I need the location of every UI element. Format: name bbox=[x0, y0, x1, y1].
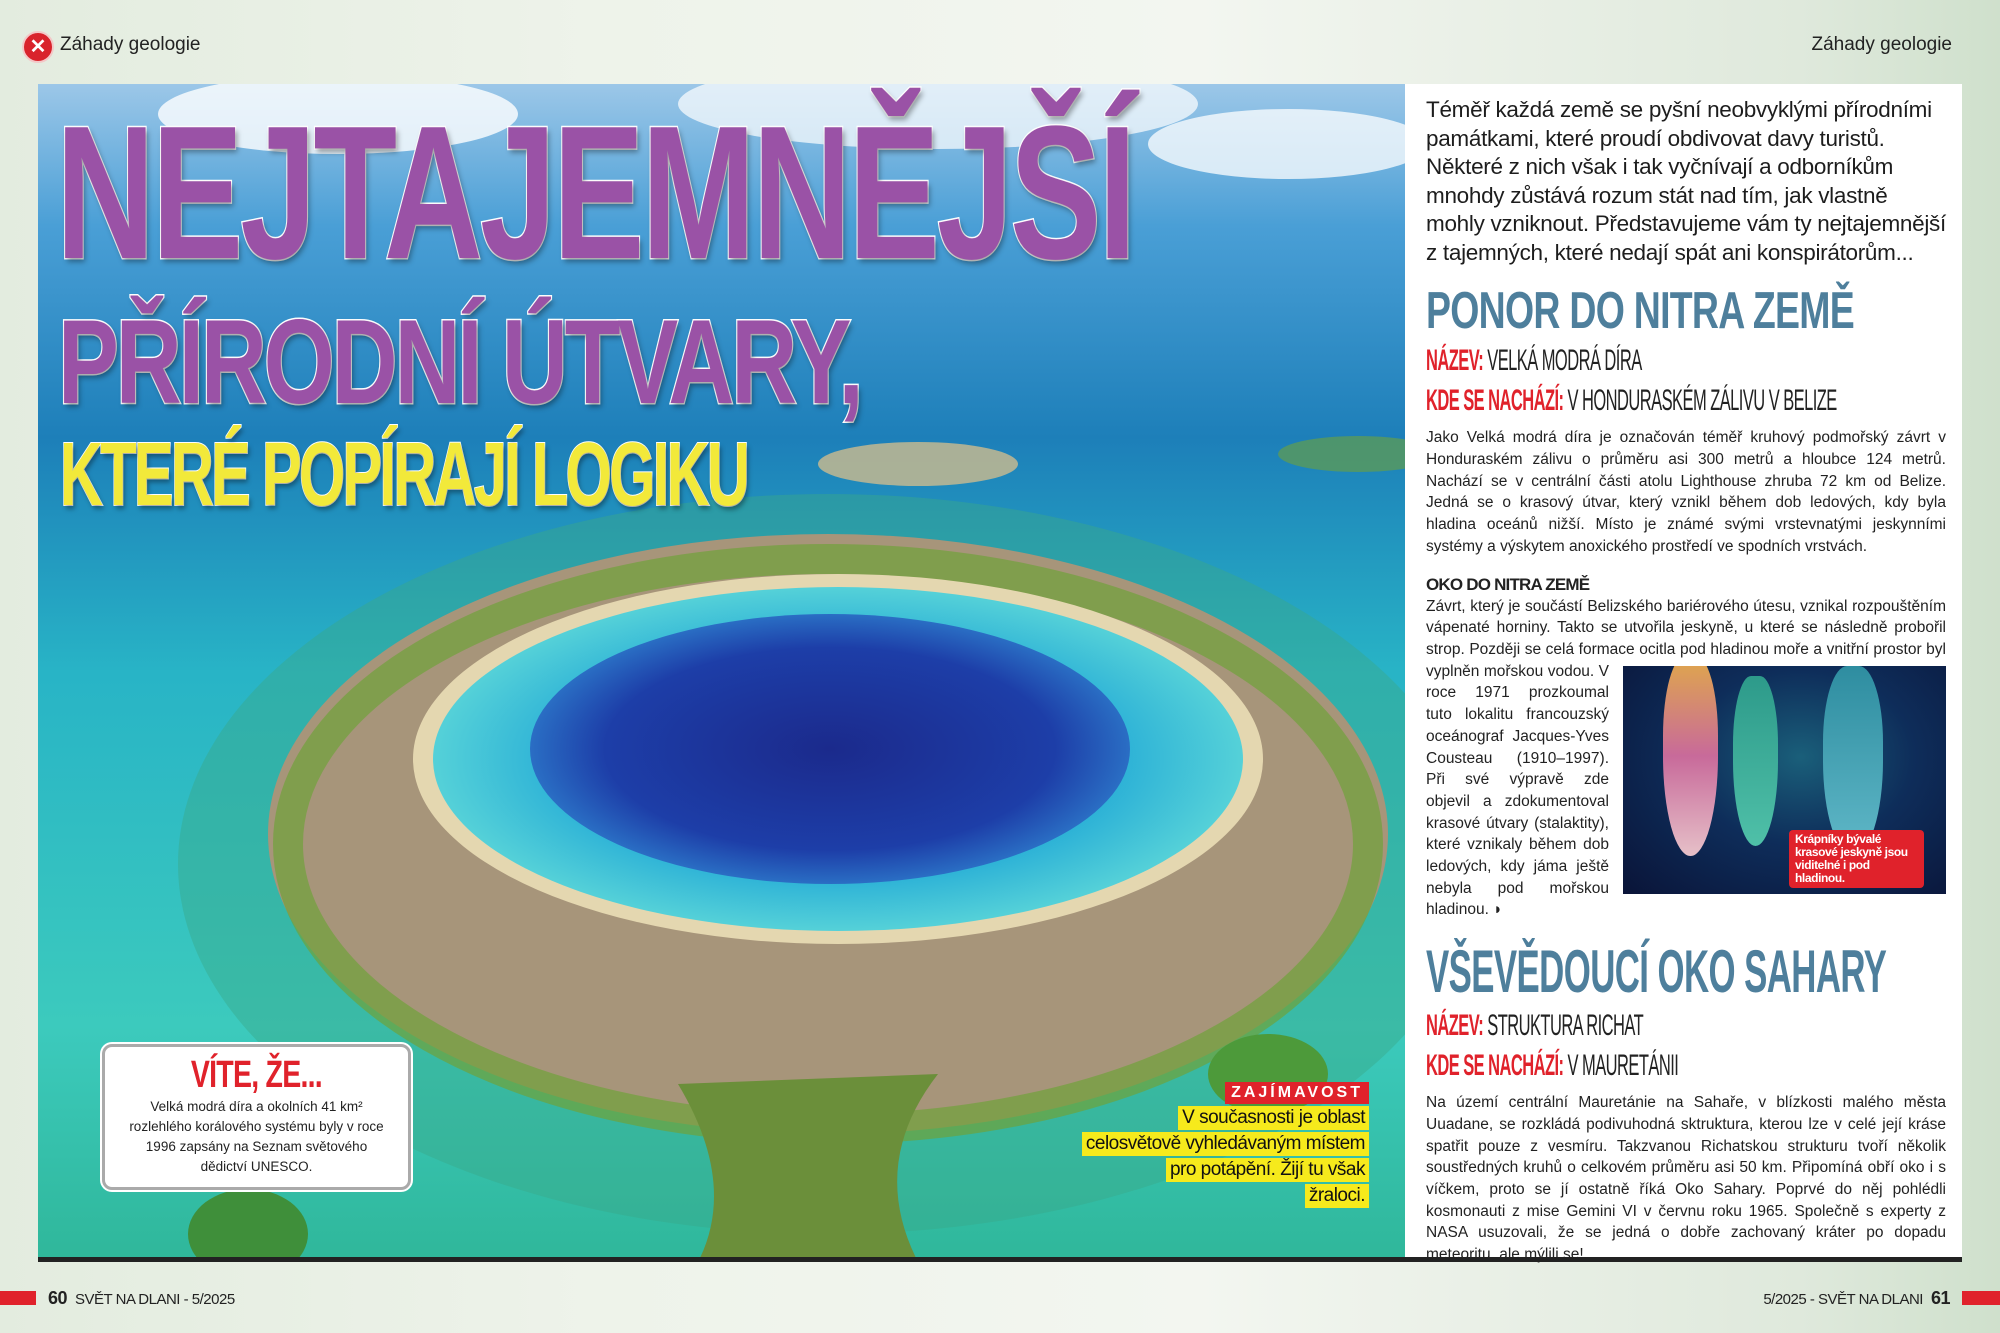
name-label: NÁZEV: bbox=[1426, 1009, 1484, 1043]
location-label: KDE SE NACHÁZÍ: bbox=[1426, 1049, 1564, 1083]
location-label: KDE SE NACHÁZÍ: bbox=[1426, 384, 1564, 418]
section-label-right: Záhady geologie bbox=[1811, 34, 1952, 55]
page-marker-left bbox=[0, 1291, 36, 1305]
did-you-know-box bbox=[102, 1044, 411, 1190]
fun-fact-label: ZAJÍMAVOST bbox=[1225, 1082, 1369, 1104]
section-heading-eye-of-sahara: VŠEVĚDOUCÍ OKO SAHARY bbox=[1426, 938, 1887, 1006]
blue-hole-photo bbox=[38, 84, 1405, 1262]
page-number-left: 60 bbox=[48, 1288, 68, 1308]
fun-fact-line: žraloci. bbox=[1305, 1184, 1369, 1208]
fun-fact-line: pro potápění. Žijí tu však bbox=[1166, 1158, 1369, 1182]
name-label: NÁZEV: bbox=[1426, 344, 1484, 378]
subheading: OKO DO NITRA ZEMĚ bbox=[1426, 574, 1590, 594]
title-line-2: PŘÍRODNÍ ÚTVARY, bbox=[58, 295, 861, 429]
section-heading-blue-hole: PONOR DO NITRA ZEMĚ bbox=[1426, 281, 1854, 340]
location-value: V HONDURASKÉM ZÁLIVU V BELIZE bbox=[1567, 384, 1837, 418]
section-label-left: Záhady geologie bbox=[60, 34, 201, 55]
article-column bbox=[1405, 84, 1962, 1262]
name-line bbox=[1426, 341, 1712, 381]
location-value: V MAURETÁNII bbox=[1567, 1049, 1679, 1083]
name-value: VELKÁ MODRÁ DÍRA bbox=[1487, 344, 1642, 378]
fun-fact-line: V současnosti je oblast bbox=[1178, 1106, 1369, 1130]
fun-fact-box bbox=[1029, 1082, 1369, 1208]
did-you-know-title: VÍTE, ŽE... bbox=[190, 1054, 323, 1096]
did-you-know-text: Velká modrá díra a okolních 41 km² rozlehlého korálového systému byly v roce 1996 zapsány na Seznam světového dědictví UNESCO. bbox=[129, 1099, 384, 1174]
name-value: STRUKTURA RICHAT bbox=[1487, 1009, 1644, 1043]
page-marker-right bbox=[1962, 1291, 2000, 1305]
fun-fact-line: celosvětově vyhledávaným místem bbox=[1082, 1132, 1369, 1156]
name-line bbox=[1426, 1006, 1712, 1046]
photo-caption: Krápníky bývalé krasové jeskyně jsou viditelné i pod hladinou. bbox=[1789, 830, 1924, 888]
close-icon[interactable]: ✕ bbox=[22, 31, 54, 63]
footer-left bbox=[40, 1288, 235, 1309]
title-line-1: NEJTAJEMNĚJŠÍ bbox=[56, 87, 1134, 299]
body-paragraph: Jako Velká modrá díra je označován téměř kruhový podmořský závrt v Honduraském zálivu o průměru asi 300 metrů a hloubce 124 metrů. Nachází se v centrální části atolu Lighthouse zhruba 72 km od Belize. Jedná se o krasový útvar, který vznikl během dob ledových, kdy byla hladina oceánů nižší. Místo je známé svými vrstevnatými jeskynními systémy a výskytem anoxického prostředí ve spodních vrstvách. bbox=[1426, 429, 1946, 555]
page-number-right: 61 bbox=[1930, 1288, 1950, 1308]
footer-right bbox=[1763, 1288, 1958, 1309]
cave-photo bbox=[1623, 666, 1946, 894]
location-line bbox=[1426, 381, 1837, 421]
body-paragraph: Na území centrální Mauretánie na Sahaře, v blízkosti malého města Uuadane, se rozkládá podivuhodná sktruktura, kterou lze v celé její kráse spatřit pouze z vesmíru. Takzvanou Richatskou strukturu tvoří několik soustředných kruhů o celkovém průměru asi 50 km. Připomíná obří oko i s víčkem, proto se jí ostatně říká Oko Sahary. Poprvé do něj pohlédli kosmonauti z mise Gemini VI v červnu roku 1965. Společně s experty z NASA usuzovali, že se jedná o dobře zachovaný kráter po dopadu meteoritu, ale mýlili se! bbox=[1426, 1094, 1946, 1264]
footer-left-text: SVĚT NA DLANI - 5/2025 bbox=[75, 1291, 235, 1308]
location-line bbox=[1426, 1046, 1712, 1086]
intro-paragraph: Téměř každá země se pyšní neobvyklými přírodními památkami, které proudí obdivovat davy turistů. Některé z nich však i tak vyčnívají a odborníkům mnohdy zůstává rozum stát nad tím, jak vlastně mohly vzniknout. Představujeme vám ty nejtajemnější z tajemných, které nedají spát ani konspirátorům... bbox=[1426, 97, 1946, 265]
title-line-3: KTERÉ POPÍRAJÍ LOGIKU bbox=[60, 425, 748, 525]
footer-right-text: 5/2025 - SVĚT NA DLANI bbox=[1763, 1291, 1923, 1308]
body-paragraph: Závrt, který je součástí Belizského bariérového útesu, vznikal rozpouštěním vápenaté horniny. Takto se utvořila jeskyně, u které se následně probořil strop. Později se celá formace ocitla pod hladinou moře a vnitřní prostor byl vyplněn mořskou vodou. V roce 1971 prozkoumal tuto lokalitu francouzský oceánograf Jacques-Yves Cousteau (1910–1997). Při své výpravě zde objevil a zdokumentoval krasové útvary (stalaktity), které vznikaly během dob ledových, kdy jáma ještě nebyla pod mořskou hladinou. ◗ bbox=[1426, 597, 1946, 919]
